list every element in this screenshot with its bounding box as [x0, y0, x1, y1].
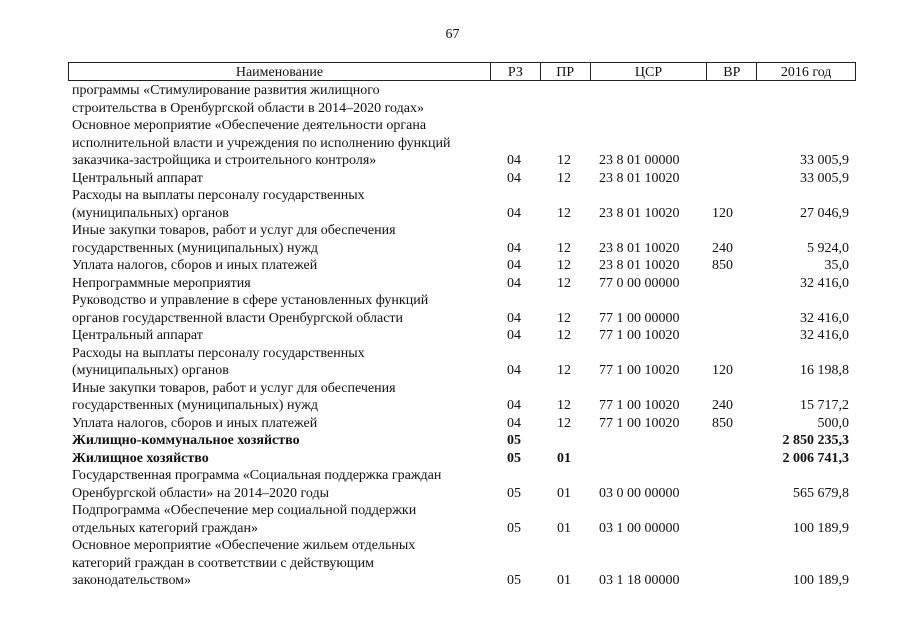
row-csr: 77 1 00 10020 [599, 398, 680, 413]
header-rz: РЗ [491, 63, 541, 80]
row-rz: 05 [507, 450, 521, 466]
row-values [0, 327, 905, 345]
row-pr: 12 [557, 170, 571, 186]
row-pr: 12 [557, 398, 571, 413]
row-rz: 05 [507, 433, 521, 448]
row-values [0, 572, 905, 590]
table-header [68, 62, 856, 81]
row-name-line: государственных (муниципальных) нужд [72, 240, 319, 256]
row-pr: 12 [557, 275, 571, 291]
row-vr: 120 [712, 205, 733, 221]
table-row [0, 170, 905, 188]
row-values [0, 240, 905, 258]
row-rz: 04 [507, 398, 521, 413]
row-sum: 33 005,9 [800, 153, 849, 168]
row-sum: 35,0 [824, 258, 849, 273]
row-sum: 5 924,0 [807, 240, 849, 256]
row-rz: 05 [507, 485, 521, 501]
row-name-line: категорий граждан в соответствии с действующим [72, 555, 374, 571]
row-values [0, 520, 905, 538]
row-pr: 01 [557, 485, 571, 501]
row-values [0, 152, 905, 170]
table-body [0, 82, 905, 590]
table-row [0, 275, 905, 293]
row-name-line: (муниципальных) органов [72, 205, 229, 221]
row-sum: 100 189,9 [793, 573, 849, 588]
row-name-line: Основное мероприятие «Обеспечение деятельности органа [72, 118, 427, 133]
header-csr: ЦСР [591, 63, 708, 80]
row-sum: 2 006 741,3 [782, 450, 849, 466]
row-pr: 12 [557, 415, 571, 431]
row-rz: 04 [507, 415, 521, 431]
page-number: 67 [445, 27, 460, 42]
row-csr: 77 1 00 10020 [599, 415, 680, 431]
table-row [0, 415, 905, 433]
row-sum: 2 850 235,3 [782, 433, 849, 448]
table-row [0, 432, 905, 450]
row-rz: 04 [507, 170, 521, 186]
row-name-line: Расходы на выплаты персоналу государственных [72, 345, 365, 361]
table-row [0, 502, 905, 537]
row-values [0, 275, 905, 293]
row-values [0, 170, 905, 188]
row-name-line: Уплата налогов, сборов и иных платежей [72, 415, 318, 431]
row-sum: 32 416,0 [800, 275, 849, 291]
header-vr: ВР [707, 63, 757, 80]
row-name-line: Жилищное хозяйство [72, 450, 209, 466]
table-row [0, 345, 905, 380]
row-vr: 850 [712, 258, 733, 273]
row-sum: 100 189,9 [793, 520, 849, 536]
row-csr: 03 0 00 00000 [599, 485, 680, 501]
row-sum: 15 717,2 [800, 398, 849, 413]
row-values [0, 415, 905, 433]
row-vr: 850 [712, 415, 733, 431]
row-csr: 77 0 00 00000 [599, 275, 680, 291]
table-row [0, 467, 905, 502]
header-pr: ПР [541, 63, 591, 80]
table-row [0, 117, 905, 170]
row-name-line: отдельных категорий граждан» [72, 520, 258, 536]
row-values [0, 362, 905, 380]
row-pr: 12 [557, 328, 571, 343]
row-name-line: Жилищно-коммунальное хозяйство [72, 433, 300, 448]
table-row [0, 380, 905, 415]
row-name-line: исполнительной власти и учреждения по исполнению функций [72, 135, 451, 151]
row-values [0, 310, 905, 328]
row-name-line: Непрограммные мероприятия [72, 275, 251, 291]
row-name-line: Иные закупки товаров, работ и услуг для обеспечения [72, 380, 396, 396]
row-values [0, 397, 905, 415]
row-values [0, 100, 905, 118]
row-rz: 04 [507, 258, 521, 273]
row-sum: 27 046,9 [800, 205, 849, 221]
row-sum: 33 005,9 [800, 170, 849, 186]
row-name-line: программы «Стимулирование развития жилищного [72, 83, 380, 98]
row-rz: 04 [507, 153, 521, 168]
row-csr: 23 8 01 10020 [599, 205, 680, 221]
row-csr: 23 8 01 00000 [599, 153, 680, 168]
row-sum: 16 198,8 [800, 363, 849, 378]
table-row [0, 450, 905, 468]
row-values [0, 205, 905, 223]
row-name-line: Иные закупки товаров, работ и услуг для обеспечения [72, 223, 396, 238]
row-sum: 565 679,8 [793, 485, 849, 501]
table-row [0, 327, 905, 345]
row-rz: 05 [507, 520, 521, 536]
row-pr: 01 [557, 450, 571, 466]
row-name-line: (муниципальных) органов [72, 363, 229, 378]
row-values [0, 257, 905, 275]
row-pr: 12 [557, 363, 571, 378]
table-row [0, 222, 905, 257]
row-name-line: Руководство и управление в сфере установленных функций [72, 293, 429, 308]
row-name-line: Центральный аппарат [72, 328, 203, 343]
row-vr: 240 [712, 240, 733, 256]
table-row [0, 187, 905, 222]
row-pr: 12 [557, 310, 571, 326]
row-rz: 05 [507, 573, 521, 588]
row-name-line: Основное мероприятие «Обеспечение жильем отдельных [72, 538, 416, 553]
row-rz: 04 [507, 310, 521, 326]
row-vr: 120 [712, 363, 733, 378]
header-year: 2016 год [780, 65, 832, 80]
row-rz: 04 [507, 240, 521, 256]
table-row [0, 257, 905, 275]
row-values [0, 450, 905, 468]
row-name-line: Уплата налогов, сборов и иных платежей [72, 258, 318, 273]
row-values [0, 485, 905, 503]
row-pr: 12 [557, 240, 571, 256]
row-name-line: Центральный аппарат [72, 170, 203, 186]
row-pr: 01 [557, 573, 571, 588]
header-name: Наименование [69, 63, 491, 80]
row-name-line: Расходы на выплаты персоналу государственных [72, 188, 365, 203]
row-sum: 32 416,0 [800, 310, 849, 326]
row-name-line: государственных (муниципальных) нужд [72, 398, 319, 413]
row-name-line: строительства в Оренбургской области в 2014–2020 годах» [72, 100, 424, 116]
row-csr: 03 1 18 00000 [599, 573, 680, 588]
row-csr: 77 1 00 00000 [599, 310, 680, 326]
row-vr: 240 [712, 398, 733, 413]
row-csr: 03 1 00 00000 [599, 520, 680, 536]
row-sum: 500,0 [817, 415, 849, 431]
row-csr: 77 1 00 10020 [599, 328, 680, 343]
row-rz: 04 [507, 205, 521, 221]
row-name-line: законодательством» [72, 573, 192, 588]
row-name-line: Государственная программа «Социальная поддержка граждан [72, 468, 442, 483]
table-row [0, 292, 905, 327]
row-pr: 12 [557, 205, 571, 221]
row-name-line: Подпрограмма «Обеспечение мер социальной поддержки [72, 503, 417, 518]
table-row [0, 537, 905, 590]
row-csr: 23 8 01 10020 [599, 170, 680, 186]
row-pr: 12 [557, 153, 571, 168]
row-csr: 23 8 01 10020 [599, 240, 680, 256]
row-sum: 32 416,0 [800, 328, 849, 343]
row-rz: 04 [507, 328, 521, 343]
row-pr: 01 [557, 520, 571, 536]
row-csr: 23 8 01 10020 [599, 258, 680, 273]
row-csr: 77 1 00 10020 [599, 363, 680, 378]
row-rz: 04 [507, 363, 521, 378]
table-row [0, 82, 905, 117]
row-rz: 04 [507, 275, 521, 291]
row-pr: 12 [557, 258, 571, 273]
row-name-line: Оренбургской области» на 2014–2020 годы [72, 485, 329, 501]
row-name-line: заказчика-застройщика и строительного контроля» [72, 153, 377, 168]
row-values [0, 432, 905, 450]
row-name-line: органов государственной власти Оренбургской области [72, 310, 404, 326]
